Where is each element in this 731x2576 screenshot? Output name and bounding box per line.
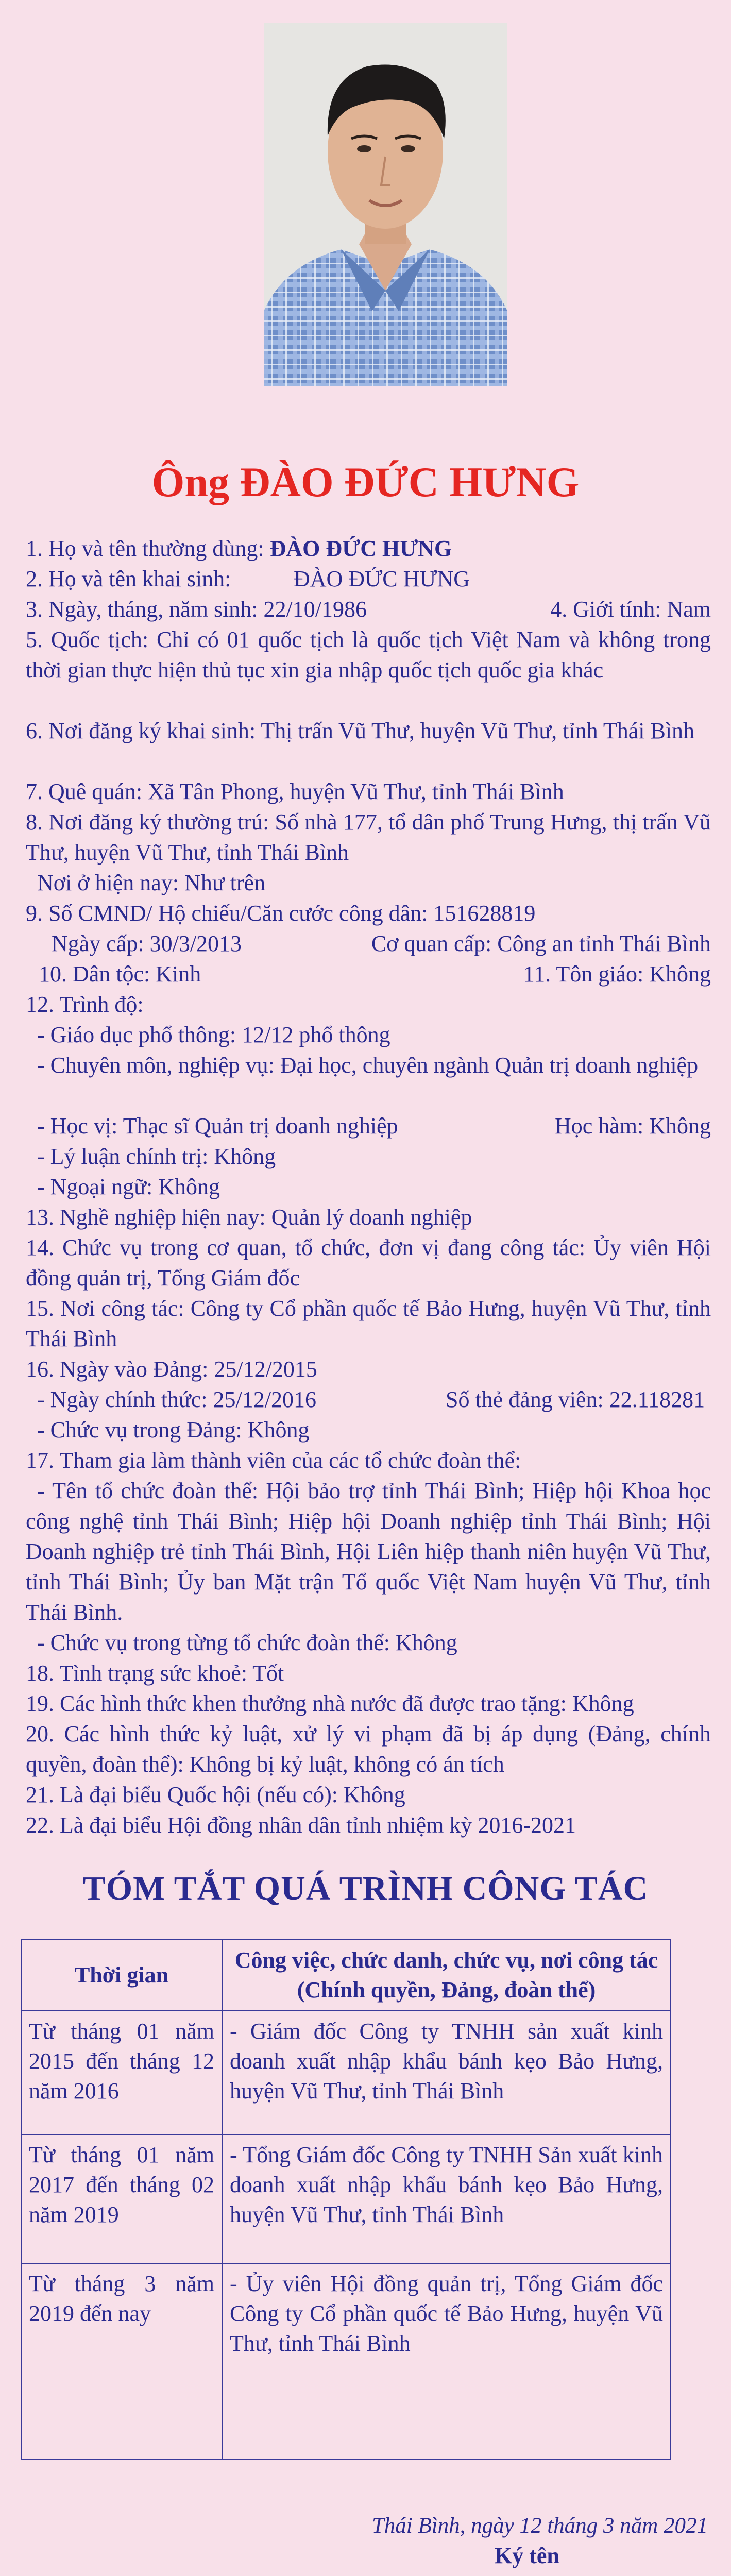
occupation: 13. Nghề nghiệp hiện nay: Quản lý doanh nghiệp <box>26 1205 472 1230</box>
common-name-label: 1. Họ và tên thường dùng: <box>26 536 270 561</box>
academic-degree: - Học vị: Thạc sĩ Quản trị doanh nghiệp <box>37 1113 398 1139</box>
info-line-3 <box>26 594 711 624</box>
birth-name-label: 2. Họ và tên khai sinh: <box>26 566 231 591</box>
portrait-photo <box>264 23 507 386</box>
hometown: 7. Quê quán: Xã Tân Phong, huyện Vũ Thư, tỉnh Thái Bình <box>26 779 564 804</box>
organization-positions: - Chức vụ trong từng tổ chức đoàn thể: Không <box>37 1630 457 1655</box>
foreign-language: - Ngoại ngữ: Không <box>37 1174 220 1199</box>
info-line-9b <box>26 928 711 959</box>
info-line-10 <box>26 959 711 989</box>
table-row <box>21 2134 671 2263</box>
general-education: - Giáo dục phổ thông: 12/12 phổ thông <box>37 1022 390 1047</box>
signature-label: Ký tên <box>495 2543 559 2568</box>
birth-registration-place: 6. Nơi đăng ký khai sinh: Thị trấn Vũ Thư, huyện Vũ Thư, tỉnh Thái Bình <box>26 718 695 743</box>
current-residence: Nơi ở hiện nay: Như trên <box>37 870 266 895</box>
party-official-date: - Ngày chính thức: 25/12/2016 <box>37 1387 316 1412</box>
id-issue-date: Ngày cấp: 30/3/2013 <box>52 931 242 956</box>
birth-date: 3. Ngày, tháng, năm sinh: 22/10/1986 <box>26 597 367 622</box>
work-history-table <box>21 1939 671 2460</box>
portrait-image <box>264 23 507 386</box>
table-cell-desc: - Giám đốc Công ty TNHH sản xuất kinh doanh xuất nhập khẩu bánh kẹo Bảo Hưng, huyện Vũ Thư, tỉnh Thái Bình <box>222 2011 671 2134</box>
table-cell-time: Từ tháng 01 năm 2017 đến tháng 02 năm 2019 <box>21 2134 222 2263</box>
religion: 11. Tôn giáo: Không <box>523 961 711 987</box>
ethnicity: 10. Dân tộc: Kinh <box>39 961 201 987</box>
table-cell-time: Từ tháng 3 năm 2019 đến nay <box>21 2263 222 2459</box>
nationality: 5. Quốc tịch: Chỉ có 01 quốc tịch là quốc tịch Việt Nam và không trong thời gian thực hiện thủ tục xin gia nhập quốc tịch quốc gia khác <box>26 627 711 683</box>
personal-info <box>26 533 711 1840</box>
table-header-row <box>21 1940 671 2011</box>
info-line-12c <box>26 1111 711 1141</box>
state-awards: 19. Các hình thức khen thưởng nhà nước đã được trao tặng: Không <box>26 1691 634 1716</box>
professional-qualification: - Chuyên môn, nghiệp vụ: Đại học, chuyên ngành Quản trị doanh nghiệp <box>37 1053 699 1078</box>
disciplinary-record: 20. Các hình thức kỷ luật, xử lý vi phạm đã bị áp dụng (Đảng, chính quyền, đoàn thể): Không bị kỷ luật, không có án tích <box>26 1721 711 1777</box>
info-line-1 <box>26 533 711 564</box>
organizations-heading: 17. Tham gia làm thành viên của các tổ chức đoàn thể: <box>26 1448 521 1473</box>
table-cell-desc: - Ủy viên Hội đồng quản trị, Tổng Giám đốc Công ty Cổ phần quốc tế Bảo Hưng, huyện Vũ Thư, tỉnh Thái Bình <box>222 2263 671 2459</box>
time-column-header: Thời gian <box>21 1940 222 2011</box>
permanent-residence: 8. Nơi đăng ký thường trú: Số nhà 177, tổ dân phố Trung Hưng, thị trấn Vũ Thư, huyện Vũ Thư, tỉnh Thái Bình <box>26 809 711 865</box>
health-status: 18. Tình trạng sức khoẻ: Tốt <box>26 1660 284 1686</box>
political-theory: - Lý luận chính trị: Không <box>37 1144 276 1169</box>
party-join-date: 16. Ngày vào Đảng: 25/12/2015 <box>26 1357 317 1382</box>
info-line-2 <box>26 564 711 594</box>
work-history-heading: TÓM TẮT QUÁ TRÌNH CÔNG TÁC <box>82 1870 649 1907</box>
table-cell-time: Từ tháng 01 năm 2015 đến tháng 12 năm 2016 <box>21 2011 222 2134</box>
work-column-header: Công việc, chức danh, chức vụ, nơi công tác (Chính quyền, Đảng, đoàn thể) <box>222 1940 671 2011</box>
party-card-number: Số thẻ đảng viên: 22.118281 <box>446 1387 705 1412</box>
candidate-name-heading: Ông ĐÀO ĐỨC HƯNG <box>151 459 580 505</box>
gender: 4. Giới tính: Nam <box>550 597 711 622</box>
table-row <box>21 2011 671 2134</box>
education-heading: 12. Trình độ: <box>26 992 144 1017</box>
info-line-16a <box>26 1384 711 1415</box>
id-number: 9. Số CMND/ Hộ chiếu/Căn cước công dân: 151628819 <box>26 901 536 926</box>
table-row <box>21 2263 671 2459</box>
current-position: 14. Chức vụ trong cơ quan, tổ chức, đơn vị đang công tác: Ủy viên Hội đồng quản trị, Tổng Giám đốc <box>26 1235 711 1291</box>
id-issuer: Cơ quan cấp: Công an tỉnh Thái Bình <box>371 931 711 956</box>
party-position: - Chức vụ trong Đảng: Không <box>37 1417 310 1443</box>
workplace: 15. Nơi công tác: Công ty Cổ phần quốc tế Bảo Hưng, huyện Vũ Thư, tỉnh Thái Bình <box>26 1296 711 1351</box>
people-council-delegate: 22. Là đại biểu Hội đồng nhân dân tỉnh nhiệm kỳ 2016-2021 <box>26 1812 576 1838</box>
academic-title: Học hàm: Không <box>554 1113 711 1139</box>
organizations-list: - Tên tổ chức đoàn thể: Hội bảo trợ tỉnh Thái Bình; Hiệp hội Khoa học công nghệ tỉnh Thái Bình; Hiệp hội Doanh nghiệp tỉnh Thái Bình; Hội Doanh nghiệp trẻ tỉnh Thái Bình, Hội Liên hiệp thanh niên huyện Vũ Thư, tỉnh Thái Bình; Ủy ban Mặt trận Tổ quốc Việt Nam huyện Vũ Thư, tỉnh Thái Bình. <box>26 1478 711 1625</box>
birth-name-value: ĐÀO ĐỨC HƯNG <box>294 566 470 591</box>
table-cell-desc: - Tổng Giám đốc Công ty TNHH Sản xuất kinh doanh xuất nhập khẩu bánh kẹo Bảo Hưng, huyện Vũ Thư, tỉnh Thái Bình <box>222 2134 671 2263</box>
place-and-date: Thái Bình, ngày 12 tháng 3 năm 2021 <box>371 2514 708 2538</box>
national-assembly-delegate: 21. Là đại biểu Quốc hội (nếu có): Không <box>26 1782 405 1807</box>
common-name-value: ĐÀO ĐỨC HƯNG <box>269 536 452 561</box>
